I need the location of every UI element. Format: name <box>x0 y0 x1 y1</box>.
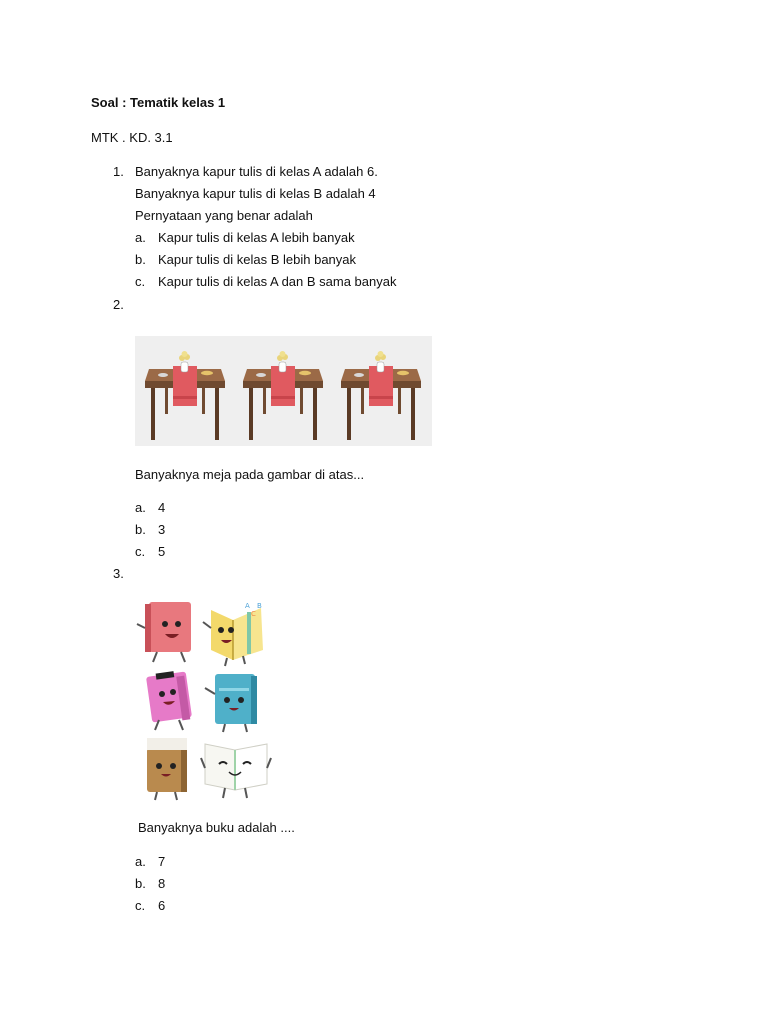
option-text: 8 <box>158 876 166 891</box>
book-illustration <box>147 738 187 800</box>
option-letter: b. <box>135 252 146 267</box>
book-illustration <box>146 671 192 730</box>
svg-text:C: C <box>251 610 256 618</box>
question-3-prompt: Banyaknya buku adalah .... <box>138 820 295 835</box>
option-letter: a. <box>135 230 146 245</box>
option-text: 3 <box>158 522 166 537</box>
option-text: 6 <box>158 898 166 913</box>
option-text: Kapur tulis di kelas A lebih banyak <box>158 230 355 245</box>
book-illustration <box>137 602 191 662</box>
option-text: Kapur tulis di kelas A dan B sama banyak <box>158 274 397 289</box>
option-letter: a. <box>135 854 146 869</box>
book-illustration <box>205 674 257 732</box>
book-illustration <box>203 602 263 666</box>
option-text: Kapur tulis di kelas B lebih banyak <box>158 252 357 267</box>
book-illustration <box>201 744 271 798</box>
tables-illustration <box>135 336 432 446</box>
document-subtitle: MTK . KD. 3.1 <box>91 130 173 145</box>
question-1-stem-line: Banyaknya kapur tulis di kelas A adalah 6. <box>135 164 378 179</box>
svg-text:B: B <box>257 602 262 610</box>
option-letter: b. <box>135 522 146 537</box>
option-letter: c. <box>135 274 146 289</box>
books-illustration <box>135 598 275 803</box>
option-letter: c. <box>135 544 146 559</box>
question-1-stem-line: Pernyataan yang benar adalah <box>135 208 313 223</box>
option-text: 5 <box>158 544 166 559</box>
option-letter: a. <box>135 500 146 515</box>
question-1-stem-line: Banyaknya kapur tulis di kelas B adalah 4 <box>135 186 376 201</box>
question-3-number: 3. <box>113 566 124 581</box>
option-text: 7 <box>158 854 166 869</box>
question-1-number: 1. <box>113 164 124 179</box>
option-text: 4 <box>158 500 166 515</box>
svg-text:A: A <box>245 602 250 610</box>
option-letter: b. <box>135 876 146 891</box>
document-title: Soal : Tematik kelas 1 <box>91 95 226 110</box>
option-letter: c. <box>135 898 146 913</box>
question-2-prompt: Banyaknya meja pada gambar di atas... <box>135 467 365 482</box>
question-2-number: 2. <box>113 297 124 312</box>
